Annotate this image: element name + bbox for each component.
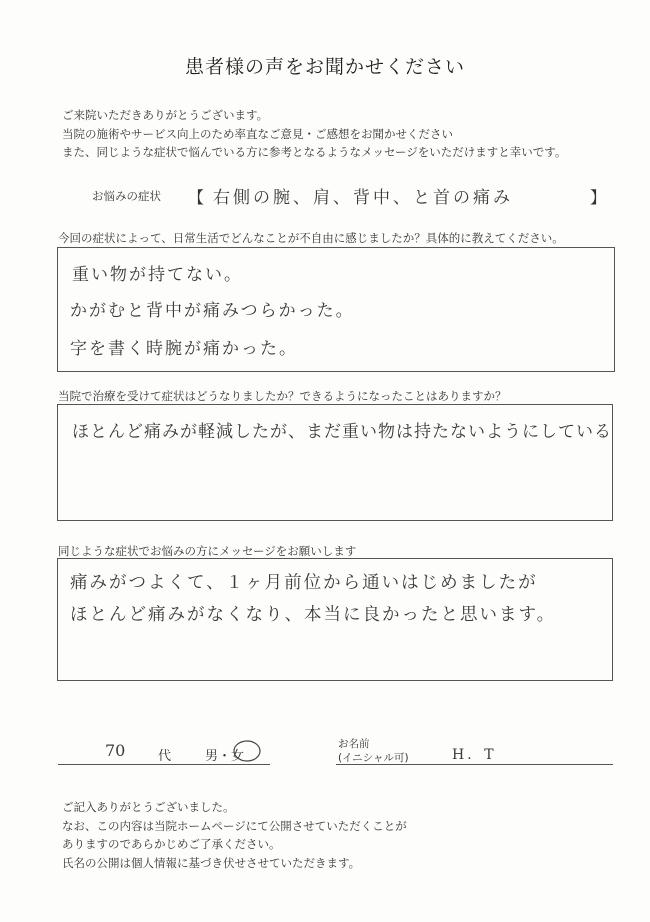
gender-options[interactable]: 男・女 [205,749,245,764]
q2-answer-line: ほとんど痛みが軽減したが、まだ重い物は持たないようにしている [72,422,612,442]
q1-answer-line: かがむと背中が痛みつらかった。 [70,301,355,321]
name-underline [336,764,613,765]
q2-question: 当院で治療を受けて症状はどうなりましたか？できるようになったことはありますか？ [58,389,507,403]
name-label: お名前 [338,738,370,750]
gender-circle-mark [232,738,262,764]
name-value[interactable]: H．T [452,747,497,763]
name-sublabel: (イニシャル可) [338,752,409,764]
page-title: 患者様の声をお聞かせください [184,56,465,78]
q1-answer-line: 字を書く時腕が痛かった。 [70,339,298,359]
footer-line: ありますのであらかじめご了承ください。 [62,837,281,851]
age-value[interactable]: 70 [105,741,126,760]
symptom-open-bracket: 【 [188,188,205,207]
q3-answer-line: ほとんど痛みがなくなり、本当に良かったと思います。 [70,605,557,625]
symptom-close-bracket: 】 [590,188,607,207]
age-label: 代 [158,749,172,764]
q3-question: 同じような症状でお悩みの方にメッセージをお願いします [58,544,357,558]
intro-line: ご来院いただきありがとうございます。 [62,108,269,122]
intro-line: また、同じような症状で悩んでいる方に参考となるようなメッセージをいただけますと幸いです。 [62,145,567,159]
symptom-label: お悩みの症状 [92,189,161,203]
q3-answer-box[interactable] [57,558,613,681]
footer-notes [62,798,407,872]
footer-line: 氏名の公開は個人情報に基づき伏せさせていただきます。 [62,855,361,870]
footer-line: なお、この内容は当院ホームページにて公開させていただくことが [62,818,407,833]
intro-line: 当院の施術やサービス向上のため率直なご意見・ご感想をお聞かせください [62,126,453,141]
q1-answer-box[interactable] [57,247,615,372]
age-underline [58,764,270,765]
symptom-answer[interactable]: 右側の腕、肩、背中、と首の痛み [213,188,513,208]
q1-answer-line: 重い物が持てない。 [72,265,243,285]
intro-text [62,106,566,162]
footer-line: ご記入ありがとうございました。 [62,800,235,814]
q3-answer-line: 痛みがつよくて、１ヶ月前位から通いはじめましたが [70,573,538,593]
q1-question: 今回の症状によって、日常生活でどんなことが不自由に感じましたか？具体的に教えてください。 [58,231,564,245]
q2-answer-box[interactable] [57,404,613,521]
